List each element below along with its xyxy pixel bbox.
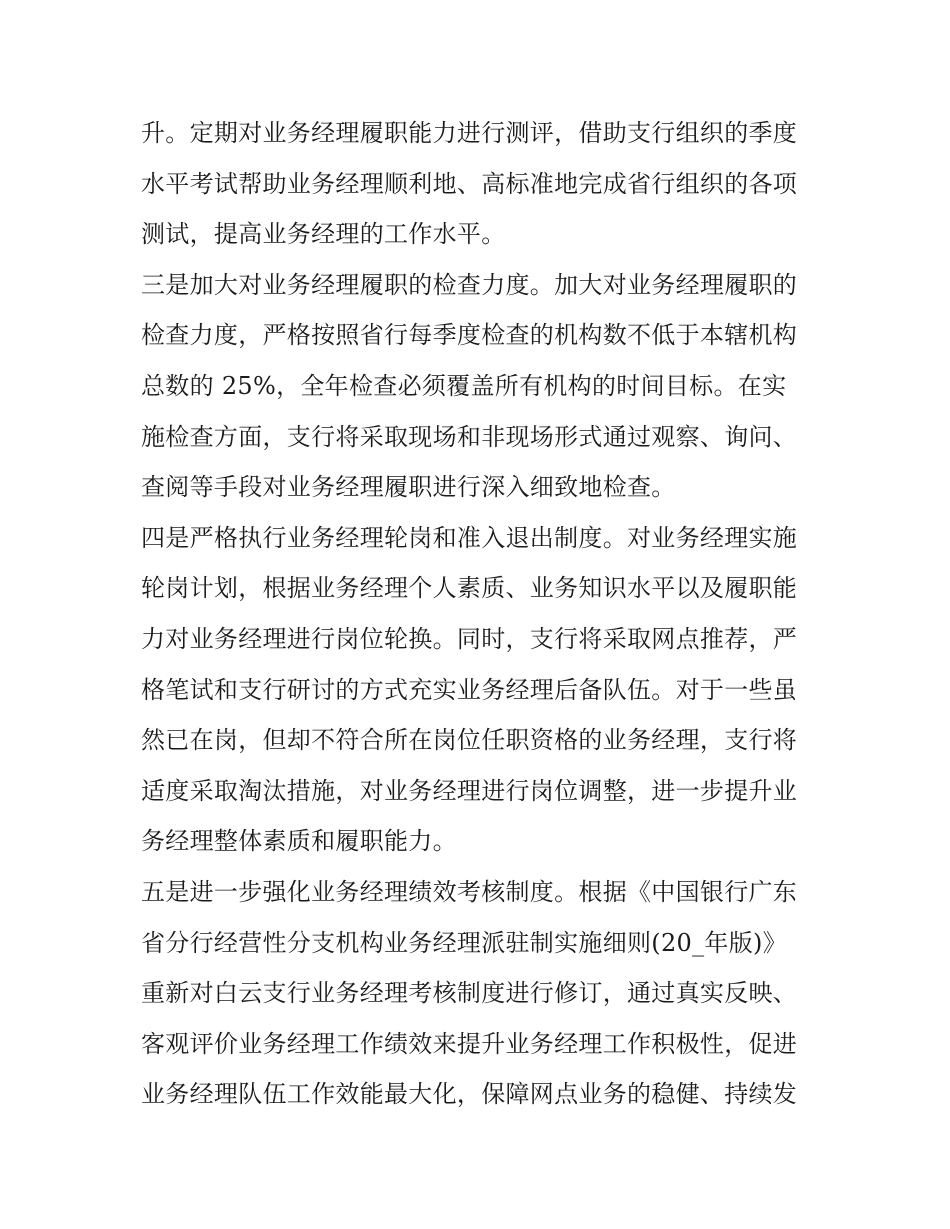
text-line: 业务经理队伍工作效能最大化，保障网点业务的稳健、持续发	[141, 1080, 798, 1109]
text-line: 五是进一步强化业务经理绩效考核制度。根据《中国银行广东	[141, 877, 798, 906]
text-line: 客观评价业务经理工作绩效来提升业务经理工作积极性，促进	[141, 1029, 798, 1058]
text-line: 升。定期对业务经理履职能力进行测评，借助支行组织的季度	[141, 119, 798, 147]
text-line: 总数的 25%，全年检查必须覆盖所有机构的时间目标。在实	[141, 371, 787, 400]
text-line: 三是加大对业务经理履职的检查力度。加大对业务经理履职的	[141, 270, 798, 299]
text-line: 力对业务经理进行岗位轮换。同时，支行将采取网点推荐，严	[141, 624, 798, 653]
text-line: 格笔试和支行研讨的方式充实业务经理后备队伍。对于一些虽	[141, 675, 798, 704]
text-line: 四是严格执行业务经理轮岗和准入退出制度。对业务经理实施	[141, 523, 798, 552]
text-line: 然已在岗，但却不符合所在岗位任职资格的业务经理，支行将	[141, 726, 798, 755]
text-line: 适度采取淘汰措施，对业务经理进行岗位调整，进一步提升业	[141, 776, 798, 805]
text-line: 省分行经营性分支机构业务经理派驻制实施细则(20_年版)》	[141, 928, 787, 957]
text-line: 测试，提高业务经理的工作水平。	[141, 220, 506, 249]
text-line: 检查力度，严格按照省行每季度检查的机构数不低于本辖机构	[141, 321, 798, 350]
text-line: 务经理整体素质和履职能力。	[141, 827, 457, 856]
text-line: 施检查方面，支行将采取现场和非现场形式通过观察、询问、	[141, 422, 798, 451]
text-line: 水平考试帮助业务经理顺利地、高标准地完成省行组织的各项	[141, 169, 798, 198]
text-line: 查阅等手段对业务经理履职进行深入细致地检查。	[141, 473, 676, 502]
text-line: 重新对白云支行业务经理考核制度进行修订，通过真实反映、	[141, 979, 798, 1008]
document-body	[141, 108, 831, 1120]
text-line: 轮岗计划，根据业务经理个人素质、业务知识水平以及履职能	[141, 574, 798, 603]
